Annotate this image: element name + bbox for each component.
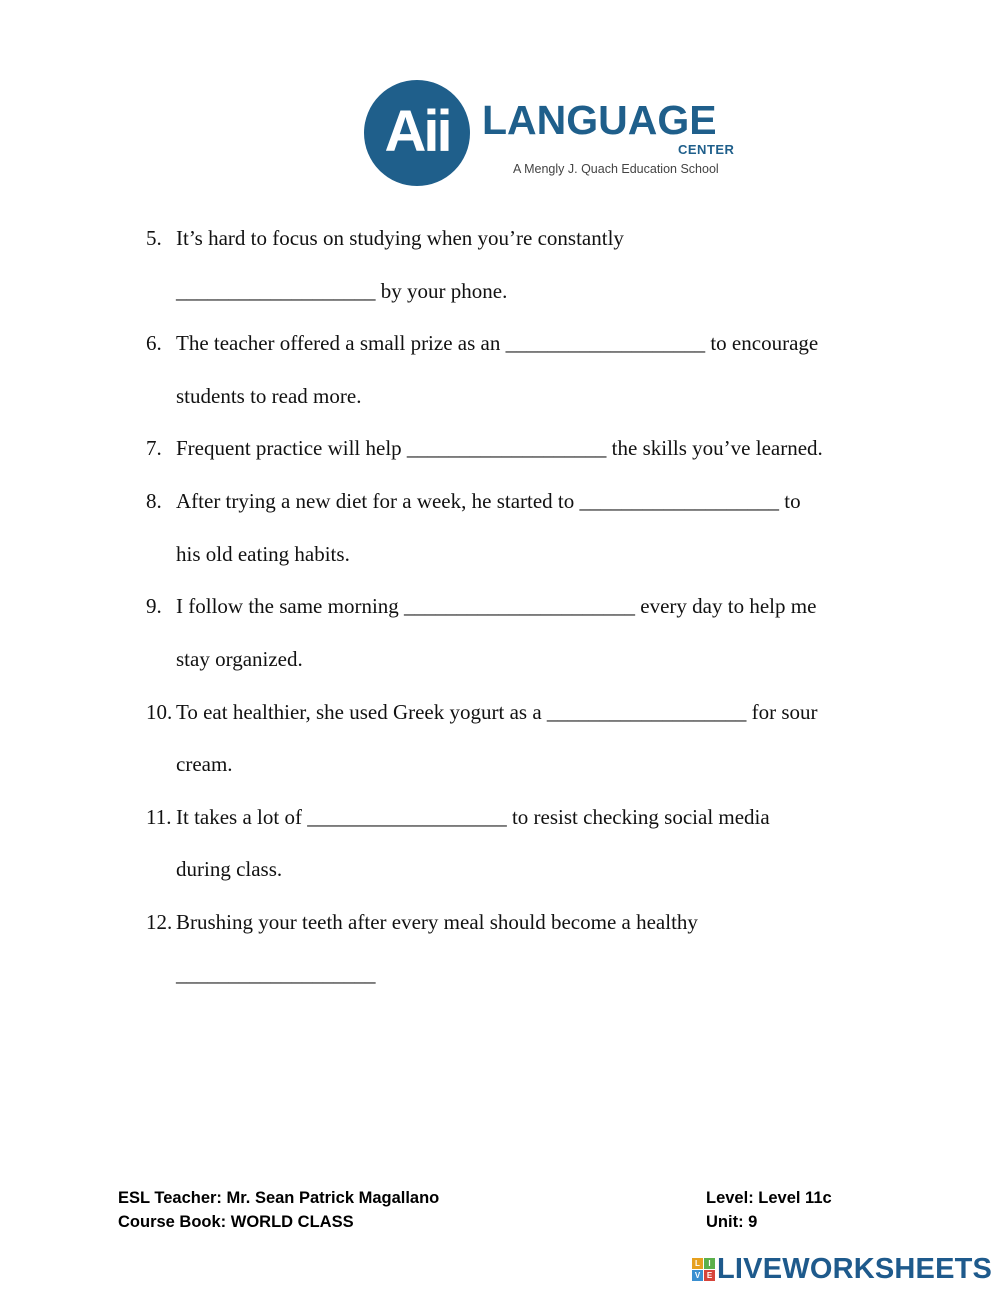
logo-mark (364, 80, 470, 186)
question-text: Frequent practice will help ___________________ the skills you’ve learned. (176, 436, 823, 460)
liveworksheets-badge[interactable] (692, 1254, 992, 1284)
question-text: It’s hard to focus on studying when you’re constantly (176, 226, 624, 250)
question-text: ___________________ by your phone. (176, 279, 508, 303)
question-number: 9. (146, 594, 162, 618)
footer-unit: Unit: 9 (706, 1213, 758, 1231)
question-number: 5. (146, 226, 162, 250)
question-text: Brushing your teeth after every meal should become a healthy (176, 910, 698, 934)
liveworksheets-icon-cell: I (704, 1258, 715, 1269)
question-number: 11. (146, 805, 172, 829)
liveworksheets-icon (692, 1258, 715, 1281)
logo-wordmark: LANGUAGE (482, 97, 717, 143)
logo-mark-text: Aii (384, 98, 450, 164)
question-number: 7. (146, 436, 162, 460)
liveworksheets-icon-cell: E (704, 1270, 715, 1281)
question-text: ___________________ (176, 962, 376, 986)
footer-course: Course Book: WORLD CLASS (118, 1213, 354, 1231)
liveworksheets-icon-cell: L (692, 1258, 703, 1269)
question-text: It takes a lot of ___________________ to resist checking social media (176, 805, 770, 829)
liveworksheets-text: LIVEWORKSHEETS (717, 1252, 993, 1285)
question-number: 8. (146, 489, 162, 513)
logo-subtitle: CENTER (678, 142, 735, 157)
question-text: After trying a new diet for a week, he started to ___________________ to (176, 489, 801, 513)
question-number: 12. (146, 910, 173, 934)
question-number: 10. (146, 700, 173, 724)
logo-tagline: A Mengly J. Quach Education School (513, 162, 719, 176)
liveworksheets-icon-cell: V (692, 1270, 703, 1281)
question-text: during class. (176, 857, 283, 881)
question-text: his old eating habits. (176, 542, 350, 566)
footer-teacher: ESL Teacher: Mr. Sean Patrick Magallano (118, 1189, 440, 1207)
question-text: cream. (176, 752, 233, 776)
question-text: stay organized. (176, 647, 303, 671)
question-text: I follow the same morning ______________________ every day to help me (176, 594, 817, 618)
question-text: students to read more. (176, 384, 362, 408)
question-number: 6. (146, 331, 162, 355)
school-logo (364, 80, 744, 186)
question-text: To eat healthier, she used Greek yogurt as a ___________________ for sour (176, 700, 818, 724)
footer-level: Level: Level 11c (706, 1189, 832, 1207)
question-text: The teacher offered a small prize as an ___________________ to encourage (176, 331, 819, 355)
